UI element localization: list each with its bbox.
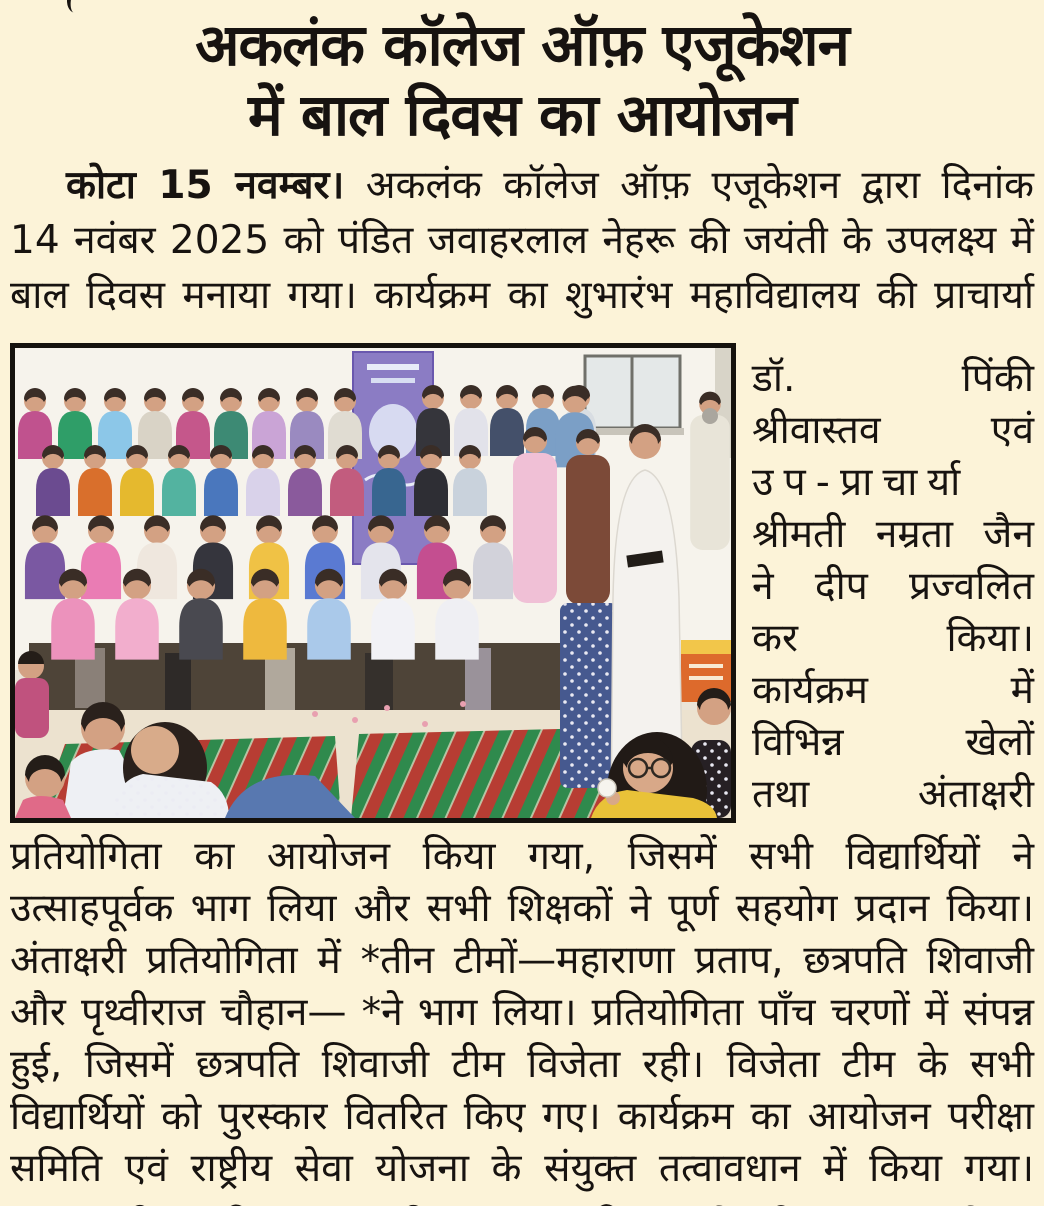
column-line: कार्यक्रम में bbox=[752, 668, 1034, 713]
closing-paragraph bbox=[10, 831, 1034, 1195]
body-line: प्रतियोगिता का आयोजन किया गया, जिसमें सभी विद्यार्थियों ने bbox=[10, 834, 1034, 879]
body-line: 14 नवंबर 2025 को पंडित जवाहरलाल नेहरू की जयंती के उपलक्ष्य में bbox=[10, 218, 1034, 263]
column-line: श्रीमती नम्रता जैन bbox=[752, 512, 1034, 557]
headline-line-2: में बाल दिवस का आयोजन bbox=[248, 81, 796, 149]
clipped-next-headline bbox=[10, 1195, 1034, 1206]
body-line bbox=[10, 158, 1034, 213]
column-line: डॉ. पिंकी bbox=[752, 356, 1034, 401]
body-line: अंताक्षरी प्रतियोगिता में *तीन टीमों—महाराणा प्रताप, छत्रपति शिवाजी bbox=[10, 938, 1034, 983]
body-line: विद्यार्थियों को पुरस्कार वितरित किए गए। कार्यक्रम का आयोजन परीक्षा bbox=[10, 1094, 1034, 1139]
column-line: तथा अंताक्षरी bbox=[752, 772, 1034, 817]
body-line: बाल दिवस मनाया गया। कार्यक्रम का शुभारंभ महाविद्यालय की प्राचार्या bbox=[10, 273, 1034, 318]
headline-line-1: अकलंक कॉलेज ऑफ़ एजूकेशन bbox=[195, 11, 849, 79]
dateline: कोटा 15 नवम्बर। bbox=[66, 163, 345, 208]
body-line: और पृथ्वीराज चौहान— *ने भाग लिया। प्रतियोगिता पाँच चरणों में संपन्न bbox=[10, 990, 1034, 1035]
column-line: श्रीवास्तव एवं bbox=[752, 408, 1034, 453]
event-photo bbox=[10, 343, 736, 823]
body-text: अकलंक कॉलेज ऑफ़ एजूकेशन द्वारा दिनांक bbox=[365, 163, 1035, 208]
column-line: ने दीप प्रज्वलित bbox=[752, 564, 1034, 609]
body-line: उत्साहपूर्वक भाग लिया और सभी शिक्षकों ने पूर्ण सहयोग प्रदान किया। bbox=[10, 886, 1034, 931]
photo-illustration bbox=[15, 348, 731, 818]
wrap-around-column bbox=[736, 343, 1034, 823]
column-line: विभिन्न खेलों bbox=[752, 720, 1034, 765]
lead-paragraph bbox=[10, 158, 1034, 323]
article-headline bbox=[10, 10, 1034, 150]
body-line: समिति एवं राष्ट्रीय सेवा योजना के संयुक्त तत्वावधान में किया गया। bbox=[10, 1146, 1034, 1191]
body-line: हुई, जिसमें छत्रपति शिवाजी टीम विजेता रही। विजेता टीम के सभी bbox=[10, 1042, 1034, 1087]
column-line: कर किया। bbox=[752, 616, 1034, 661]
photo-and-column bbox=[10, 343, 1034, 823]
beard bbox=[702, 408, 718, 424]
cup bbox=[598, 779, 616, 797]
column-line: उप-प्राचार्या bbox=[752, 460, 971, 505]
